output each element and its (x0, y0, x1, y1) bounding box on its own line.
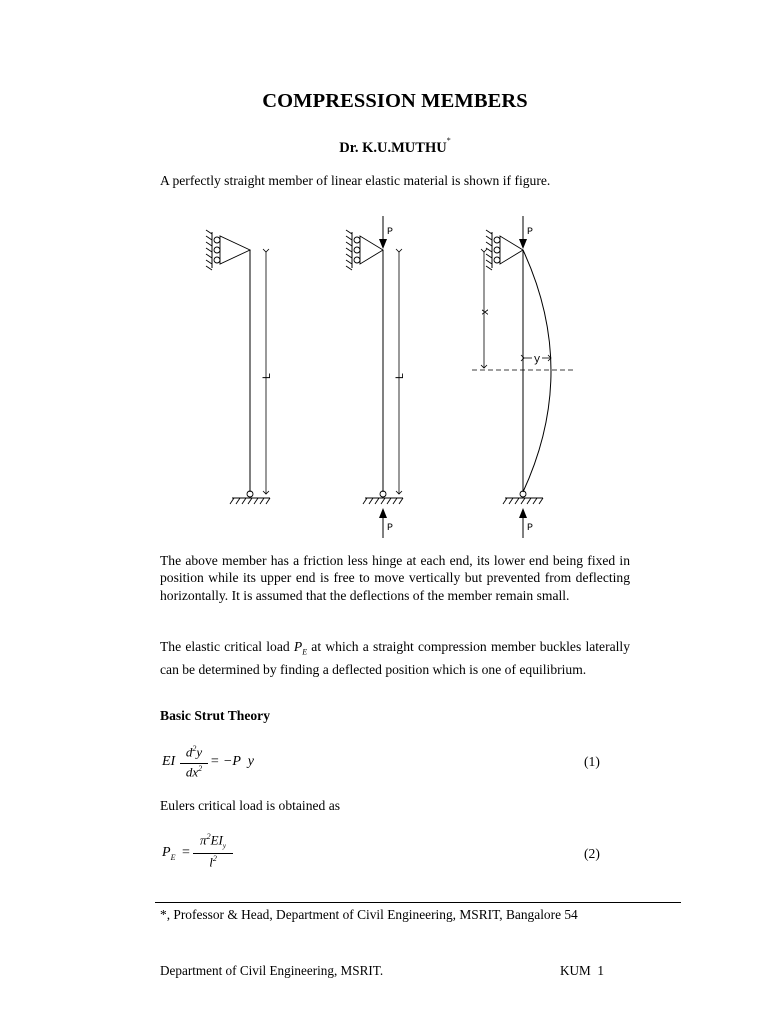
eq1-number: (1) (584, 754, 600, 769)
footnote-rule (155, 902, 681, 903)
label-P-top-2: P (387, 227, 394, 238)
eq2-EI: EI (210, 832, 223, 848)
eq1-num-exp: 2 (192, 744, 197, 753)
label-y: y (533, 354, 541, 366)
euler-text: Eulers critical load is obtained as (160, 798, 341, 813)
author-line (0, 136, 768, 157)
eq2-P: P (162, 845, 171, 860)
eq1-EI: EI (162, 754, 176, 769)
eq1-num-y: y (196, 744, 203, 760)
footer-page-number: KUM 1 (560, 963, 604, 978)
symbol-P: P (293, 639, 303, 654)
eq1-rhs: = −P y (210, 754, 254, 769)
column-2 (346, 216, 407, 538)
eq2-pi: π (200, 832, 207, 848)
eq2-number: (2) (584, 846, 600, 861)
eq2-numerator (193, 832, 233, 850)
author-footnote-mark: * (446, 136, 451, 145)
eq1-den-exp: 2 (198, 764, 203, 773)
eq2-equals: = (182, 845, 190, 860)
symbol-P-sub: E (302, 647, 308, 657)
label-x: x (480, 308, 492, 316)
eq1-num-d: d (185, 744, 193, 760)
eq2-EI-sub: y (222, 841, 226, 850)
label-L-2: L (395, 372, 407, 380)
page-title: COMPRESSION MEMBERS (262, 90, 528, 112)
eq2-pi-exp: 2 (206, 832, 211, 841)
critical-load-text-pre: The elastic critical load (160, 639, 294, 654)
eq2-l: l (209, 854, 213, 870)
author-name: Dr. K.U.MUTHU (339, 140, 447, 156)
label-P-bottom-2: P (387, 523, 394, 534)
critical-load-text-post: at which a straight compression member buckles laterally can be determined by finding a deflected position which is one of equilibrium. (160, 639, 630, 678)
eq2-P-sub: E (170, 852, 176, 862)
column-1 (206, 230, 274, 504)
hinge-paragraph: The above member has a friction less hinge at each end, its lower end being fixed in position while its upper end is free to move vertically but prevented from deflecting horizontally. It is assumed that the deflections of the member remain small. (160, 553, 630, 603)
column-3 (472, 216, 576, 538)
label-P-bottom-3: P (527, 523, 534, 534)
footer-department: Department of Civil Engineering, MSRIT. (160, 963, 384, 978)
eq2-denominator (193, 854, 233, 870)
eq2-lhs (162, 845, 175, 862)
label-P-top-3: P (527, 227, 534, 238)
critical-load-paragraph (160, 638, 630, 679)
eq1-denominator (180, 764, 208, 780)
equation-2 (160, 830, 280, 874)
equation-1 (160, 744, 290, 784)
eq2-l-exp: 2 (212, 854, 217, 863)
label-L-1: L (262, 372, 274, 380)
eq1-numerator (180, 744, 208, 760)
section-heading: Basic Strut Theory (160, 708, 271, 723)
strut-figure (180, 212, 600, 542)
eq1-den-dx: dx (185, 764, 199, 780)
intro-paragraph: A perfectly straight member of linear elastic material is shown if figure. (160, 173, 551, 188)
footnote: *, Professor & Head, Department of Civil Engineering, MSRIT, Bangalore 54 (160, 907, 578, 922)
